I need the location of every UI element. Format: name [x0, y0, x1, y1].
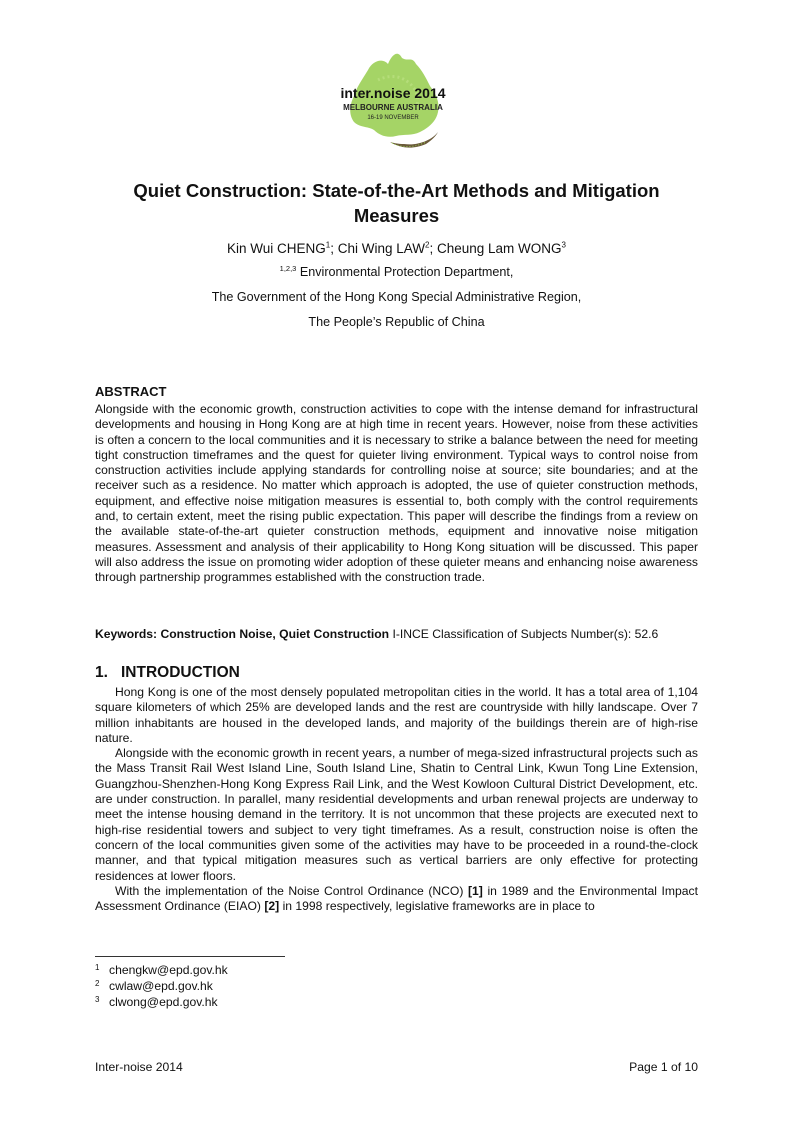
footnote-mark: 2	[95, 979, 100, 988]
citation-ref: [2]	[264, 899, 280, 914]
author-separator: ;	[330, 241, 338, 256]
footnote	[95, 994, 228, 1010]
footer-conference: Inter-noise 2014	[95, 1060, 183, 1074]
paragraph: Alongside with the economic growth in recent years, a number of mega-sized infrastructural projects such as the Mass Transit Rail West Island Line, South Island Line, Shatin to Central Link, Kwun Tong Line Extension, Guangzhou-Shenzhen-Hong Kong Express Rail Link, and the West Kowloon Cultural District Development, etc. are under construction. In parallel, many residential developments and urban renewal projects are underway to meet the intense housing demand in the territory. It is not uncommon that these projects are executed next to high-rise residential towers and subject to very tight timeframes. As a result, construction noise is often the concern of the local communities given some of the activities may have to be proceeded in a round-the-clock manner, and that typical mitigation measures such as vertical barriers are only effective for protecting residences at lower floors.	[95, 746, 698, 883]
author-name: Cheung Lam WONG	[437, 241, 562, 256]
footnote-email: clwong@epd.gov.hk	[109, 995, 218, 1009]
paragraph-text: in 1998 respectively, legislative frameworks are in place to	[279, 899, 595, 914]
footer-page-number: Page 1 of 10	[629, 1060, 698, 1074]
keywords-line	[95, 627, 698, 642]
paragraph-text: With the implementation of the Noise Control Ordinance (NCO)	[115, 883, 469, 898]
author-mark: 2	[425, 240, 430, 250]
affiliation-dept-text: Environmental Protection Department,	[296, 265, 514, 279]
classification-text: I-INCE Classification of Subjects Number(s): 52.6	[389, 627, 659, 641]
affiliation-marks: 1,2,3	[279, 263, 297, 273]
footnote	[95, 978, 228, 994]
keywords-label: Keywords: Construction Noise, Quiet Construction	[95, 627, 390, 641]
section-number: 1.	[95, 664, 108, 681]
conference-logo	[328, 40, 458, 168]
paper-title: Quiet Construction: State-of-the-Art Methods and Mitigation Measures	[133, 180, 660, 226]
affiliation-government: The Government of the Hong Kong Special Administrative Region,	[211, 290, 582, 304]
author-mark: 1	[325, 240, 331, 250]
footnote-divider	[95, 956, 285, 957]
citation-ref: [1]	[468, 883, 483, 898]
paragraph: Hong Kong is one of the most densely populated metropolitan cities in the world. It has a total area of 1,104 square kilometers of which 25% are developed lands and the rest are countryside with hilly landscape. Over 7 million inhabitants are housed in the developed lands, and majority of the buildings therein are of high-rise nature.	[95, 685, 698, 745]
paragraph-text: in 1989 and the Environmental Impact Assessment Ordinance (EIAO)	[95, 883, 698, 914]
section-heading	[95, 664, 240, 682]
footnote-mark: 3	[95, 995, 100, 1004]
affiliation-department	[60, 264, 733, 280]
section-title: INTRODUCTION	[121, 664, 240, 681]
author-separator: ;	[429, 241, 437, 256]
footnotes	[95, 962, 228, 1010]
abstract-heading: ABSTRACT	[95, 384, 167, 399]
author-name: Chi Wing LAW	[337, 241, 426, 256]
footnote	[95, 962, 228, 978]
introduction-body	[95, 685, 698, 914]
author-list	[60, 240, 733, 257]
australia-map-icon	[328, 40, 458, 168]
footnote-email: cwlaw@epd.gov.hk	[109, 979, 213, 993]
author-name: Kin Wui CHENG	[227, 241, 326, 256]
paragraph	[95, 884, 698, 915]
logo-title: inter.noise 2014	[340, 85, 446, 101]
logo-dates: 16-19 NOVEMBER	[367, 115, 419, 121]
author-mark: 3	[561, 240, 566, 250]
abstract-text: Alongside with the economic growth, construction activities to cope with the intense demand for infrastructural developments and housing in Hong Kong are at high time in recent years. However, noise from these activities is often a concern to the local communities and it is necessary to strike a balance between the need for meeting tight construction timeframes and the quest for quieter living environment. Typical ways to control noise from construction activities include applying standards for controlling noise at source; site boundaries; and at the receiver such as a residence. No matter which approach is adopted, the use of quieter construction methods, equipment, and effective noise mitigation measures is essential to, both comply with the control requirements and, to certain extent, meet the rising public expectation. This paper will describe the findings from a review on the available state-of-the-art quieter construction methods, equipment and innovative noise mitigation measures. Assessment and analysis of their applicability to Hong Kong situation will be discussed. This paper will also address the issue on promoting wider adoption of these quieter means and enhancing noise awareness through partnership programmes established with the construction trade.	[95, 402, 698, 585]
footnote-mark: 1	[95, 963, 100, 972]
footnote-email: chengkw@epd.gov.hk	[109, 963, 228, 977]
affiliation-country: The People’s Republic of China	[308, 315, 485, 329]
logo-location: MELBOURNE AUSTRALIA	[343, 103, 443, 112]
